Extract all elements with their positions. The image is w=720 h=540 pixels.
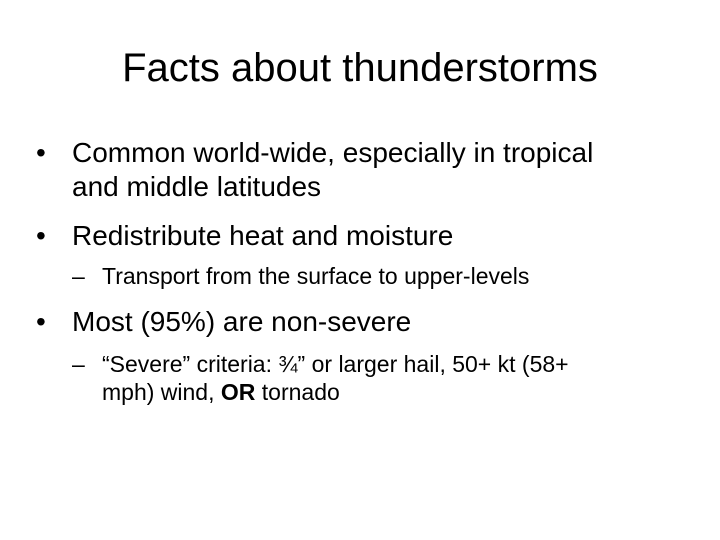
bullet-item [36,219,454,253]
sub-bullet-text-line: Transport from the surface to upper-levels [102,263,530,289]
bullet-text-line: Redistribute heat and moisture [72,220,454,251]
bullet-text-line: Common world-wide, especially in tropical [72,137,594,168]
bullet-marker: • [36,137,46,168]
slide-title: Facts about thunderstorms [122,46,598,90]
sub-bullet-item [72,350,569,406]
bullet-marker: • [36,306,46,337]
bullet-text-line: and middle latitudes [72,171,322,202]
sub-bullet-item [72,262,530,290]
bullet-item [36,305,412,339]
sub-bullet-marker: – [72,351,85,377]
emphasis-or: OR [220,379,256,405]
bullet-text-line: Most (95%) are non-severe [72,306,412,337]
text-run: tornado [255,379,340,405]
sub-bullet-marker: – [72,263,85,289]
sub-bullet-text-line [102,378,569,406]
text-run: mph) wind, [102,379,221,405]
bullet-marker: • [36,220,46,251]
sub-bullet-text-line: “Severe” criteria: ¾” or larger hail, 50+ kt (58+ [102,351,569,377]
bullet-item [36,136,594,204]
